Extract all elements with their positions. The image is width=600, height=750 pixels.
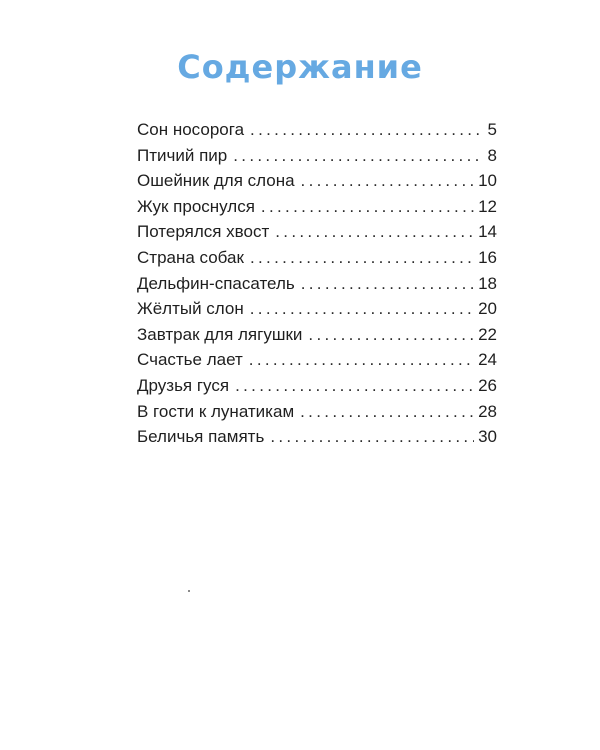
toc-entry-page-number: 28 xyxy=(478,401,497,421)
dot-leader xyxy=(249,347,474,373)
toc-entry-title: Ошейник для слона xyxy=(137,171,295,191)
toc-entry-title: Дельфин-спасатель xyxy=(137,273,295,293)
dot-leader xyxy=(235,373,474,399)
dot-leader xyxy=(270,424,474,450)
toc-entry xyxy=(137,168,497,194)
toc-entry-title: Жук проснулся xyxy=(137,196,255,216)
toc-entry-page-number: 30 xyxy=(478,427,497,447)
toc-entry-title: Счастье лает xyxy=(137,350,243,370)
toc-entry-page-number: 14 xyxy=(478,222,497,242)
toc-entry xyxy=(137,322,497,348)
toc-entry xyxy=(137,296,497,322)
toc-entry-title: Потерялся хвост xyxy=(137,222,270,242)
toc-entry-page-number: 24 xyxy=(478,350,497,370)
toc-entry-page-number: 16 xyxy=(478,247,497,267)
dot-leader xyxy=(261,194,474,220)
toc-entry-title: Страна собак xyxy=(137,247,244,267)
toc-entry xyxy=(137,347,497,373)
toc-entry-page-number: 18 xyxy=(478,273,497,293)
dot-leader xyxy=(250,117,483,143)
dot-leader xyxy=(250,245,474,271)
toc-entry-title: Сон носорога xyxy=(137,120,245,139)
dot-leader xyxy=(301,168,475,194)
toc-entry xyxy=(137,271,497,297)
toc-entry-title: Жёлтый слон xyxy=(137,299,244,319)
dot-leader xyxy=(275,219,474,245)
toc-entry xyxy=(137,143,497,169)
toc-entry-page-number: 26 xyxy=(478,375,497,395)
dot-leader xyxy=(301,271,474,297)
toc-list xyxy=(137,117,497,450)
toc-entry-title: Друзья гуся xyxy=(137,375,230,395)
dot-leader xyxy=(233,143,483,169)
toc-entry xyxy=(137,399,497,425)
toc-entry-page-number: 5 xyxy=(487,120,497,139)
toc-entry-title: В гости к лунатикам xyxy=(137,401,295,421)
toc-entry-page-number: 8 xyxy=(487,145,497,165)
toc-entry-page-number: 22 xyxy=(478,324,497,344)
toc-entry-title: Завтрак для лягушки xyxy=(137,324,303,344)
toc-entry xyxy=(137,245,497,271)
page-title: Содержание xyxy=(177,48,423,86)
dot-leader xyxy=(250,296,474,322)
toc-entry-page-number: 12 xyxy=(478,196,497,216)
paper-speck xyxy=(188,590,191,593)
toc-entry-title: Беличья память xyxy=(137,427,265,447)
toc-entry xyxy=(137,424,497,450)
toc-entry-page-number: 10 xyxy=(478,171,497,191)
toc-entry xyxy=(137,194,497,220)
dot-leader xyxy=(308,322,474,348)
toc-entry xyxy=(137,219,497,245)
toc-entry-title: Птичий пир xyxy=(137,145,228,165)
dot-leader xyxy=(300,399,474,425)
toc-entry-page-number: 20 xyxy=(478,299,497,319)
toc-entry xyxy=(137,373,497,399)
toc-entry xyxy=(137,117,497,143)
